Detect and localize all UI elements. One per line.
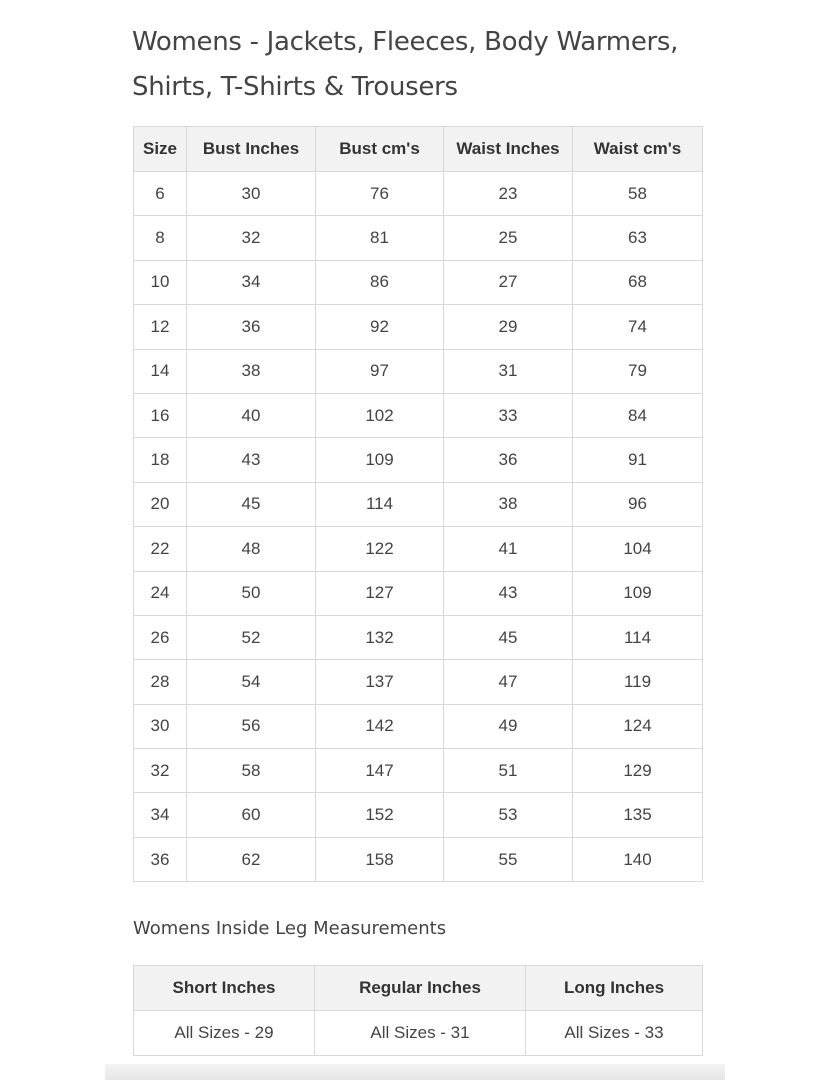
header-regular-inches: Regular Inches <box>315 966 526 1011</box>
cell-waist-cm: 63 <box>573 216 703 260</box>
cell-waist-cm: 104 <box>573 527 703 571</box>
cell-size: 24 <box>134 571 187 615</box>
table-row <box>134 704 703 748</box>
cell-size: 32 <box>134 749 187 793</box>
cell-bust-cm: 109 <box>316 438 444 482</box>
regular-inches-value: All Sizes - 31 <box>315 1011 526 1056</box>
cell-size: 16 <box>134 393 187 437</box>
page-bottom-edge <box>105 1064 725 1080</box>
cell-bust-inches: 50 <box>187 571 316 615</box>
cell-waist-cm: 124 <box>573 704 703 748</box>
cell-waist-cm: 91 <box>573 438 703 482</box>
leg-header-row <box>134 966 703 1011</box>
cell-size: 36 <box>134 837 187 881</box>
cell-size: 10 <box>134 260 187 304</box>
cell-bust-cm: 86 <box>316 260 444 304</box>
cell-waist-cm: 109 <box>573 571 703 615</box>
cell-waist-inches: 25 <box>444 216 573 260</box>
table-row <box>134 571 703 615</box>
long-inches-value: All Sizes - 33 <box>526 1011 703 1056</box>
cell-waist-inches: 49 <box>444 704 573 748</box>
header-bust-inches: Bust Inches <box>187 127 316 172</box>
cell-waist-cm: 119 <box>573 660 703 704</box>
table-row <box>134 660 703 704</box>
cell-waist-cm: 58 <box>573 172 703 216</box>
cell-waist-cm: 140 <box>573 837 703 881</box>
cell-size: 8 <box>134 216 187 260</box>
cell-size: 20 <box>134 482 187 526</box>
cell-waist-cm: 96 <box>573 482 703 526</box>
size-table-body <box>134 172 703 882</box>
cell-waist-inches: 33 <box>444 393 573 437</box>
cell-waist-inches: 23 <box>444 172 573 216</box>
table-row <box>134 260 703 304</box>
cell-waist-cm: 114 <box>573 615 703 659</box>
size-chart-table <box>133 126 703 882</box>
cell-bust-cm: 127 <box>316 571 444 615</box>
cell-bust-inches: 52 <box>187 615 316 659</box>
cell-waist-inches: 53 <box>444 793 573 837</box>
cell-bust-cm: 114 <box>316 482 444 526</box>
cell-bust-inches: 45 <box>187 482 316 526</box>
table-row <box>134 793 703 837</box>
cell-bust-cm: 76 <box>316 172 444 216</box>
cell-bust-inches: 56 <box>187 704 316 748</box>
cell-bust-cm: 152 <box>316 793 444 837</box>
table-row <box>134 615 703 659</box>
cell-size: 14 <box>134 349 187 393</box>
cell-size: 28 <box>134 660 187 704</box>
cell-waist-inches: 38 <box>444 482 573 526</box>
cell-bust-inches: 40 <box>187 393 316 437</box>
cell-waist-inches: 51 <box>444 749 573 793</box>
table-row <box>134 172 703 216</box>
table-row <box>134 438 703 482</box>
cell-size: 6 <box>134 172 187 216</box>
table-row <box>134 482 703 526</box>
cell-bust-cm: 142 <box>316 704 444 748</box>
cell-waist-inches: 47 <box>444 660 573 704</box>
cell-waist-cm: 79 <box>573 349 703 393</box>
cell-bust-inches: 54 <box>187 660 316 704</box>
cell-bust-cm: 97 <box>316 349 444 393</box>
cell-bust-inches: 32 <box>187 216 316 260</box>
cell-waist-cm: 135 <box>573 793 703 837</box>
table-header-row <box>134 127 703 172</box>
leg-section-title: Womens Inside Leg Measurements <box>133 918 447 939</box>
header-bust-cm: Bust cm's <box>316 127 444 172</box>
table-row <box>134 749 703 793</box>
header-waist-cm: Waist cm's <box>573 127 703 172</box>
cell-bust-inches: 38 <box>187 349 316 393</box>
cell-bust-cm: 122 <box>316 527 444 571</box>
table-row <box>134 216 703 260</box>
cell-waist-inches: 31 <box>444 349 573 393</box>
cell-bust-cm: 92 <box>316 305 444 349</box>
cell-waist-cm: 84 <box>573 393 703 437</box>
header-short-inches: Short Inches <box>134 966 315 1011</box>
cell-bust-inches: 62 <box>187 837 316 881</box>
table-row <box>134 349 703 393</box>
cell-bust-inches: 58 <box>187 749 316 793</box>
cell-waist-cm: 74 <box>573 305 703 349</box>
cell-bust-inches: 36 <box>187 305 316 349</box>
cell-bust-inches: 30 <box>187 172 316 216</box>
cell-bust-inches: 60 <box>187 793 316 837</box>
cell-bust-inches: 34 <box>187 260 316 304</box>
inside-leg-table <box>133 965 703 1056</box>
cell-bust-cm: 137 <box>316 660 444 704</box>
cell-bust-inches: 48 <box>187 527 316 571</box>
cell-size: 34 <box>134 793 187 837</box>
header-waist-inches: Waist Inches <box>444 127 573 172</box>
page-title: Womens - Jackets, Fleeces, Body Warmers, Shirts, T-Shirts & Trousers <box>132 27 679 102</box>
cell-bust-cm: 81 <box>316 216 444 260</box>
cell-waist-inches: 41 <box>444 527 573 571</box>
cell-size: 18 <box>134 438 187 482</box>
cell-bust-cm: 158 <box>316 837 444 881</box>
cell-waist-inches: 55 <box>444 837 573 881</box>
cell-size: 26 <box>134 615 187 659</box>
short-inches-value: All Sizes - 29 <box>134 1011 315 1056</box>
cell-size: 30 <box>134 704 187 748</box>
cell-waist-inches: 43 <box>444 571 573 615</box>
table-row <box>134 527 703 571</box>
cell-waist-inches: 29 <box>444 305 573 349</box>
cell-bust-cm: 102 <box>316 393 444 437</box>
table-row <box>134 393 703 437</box>
cell-bust-cm: 147 <box>316 749 444 793</box>
cell-bust-inches: 43 <box>187 438 316 482</box>
leg-values-row <box>134 1011 703 1056</box>
table-row <box>134 305 703 349</box>
cell-waist-cm: 68 <box>573 260 703 304</box>
cell-waist-inches: 45 <box>444 615 573 659</box>
header-long-inches: Long Inches <box>526 966 703 1011</box>
cell-waist-cm: 129 <box>573 749 703 793</box>
cell-waist-inches: 36 <box>444 438 573 482</box>
table-row <box>134 837 703 881</box>
cell-size: 12 <box>134 305 187 349</box>
cell-bust-cm: 132 <box>316 615 444 659</box>
cell-waist-inches: 27 <box>444 260 573 304</box>
cell-size: 22 <box>134 527 187 571</box>
header-size: Size <box>134 127 187 172</box>
